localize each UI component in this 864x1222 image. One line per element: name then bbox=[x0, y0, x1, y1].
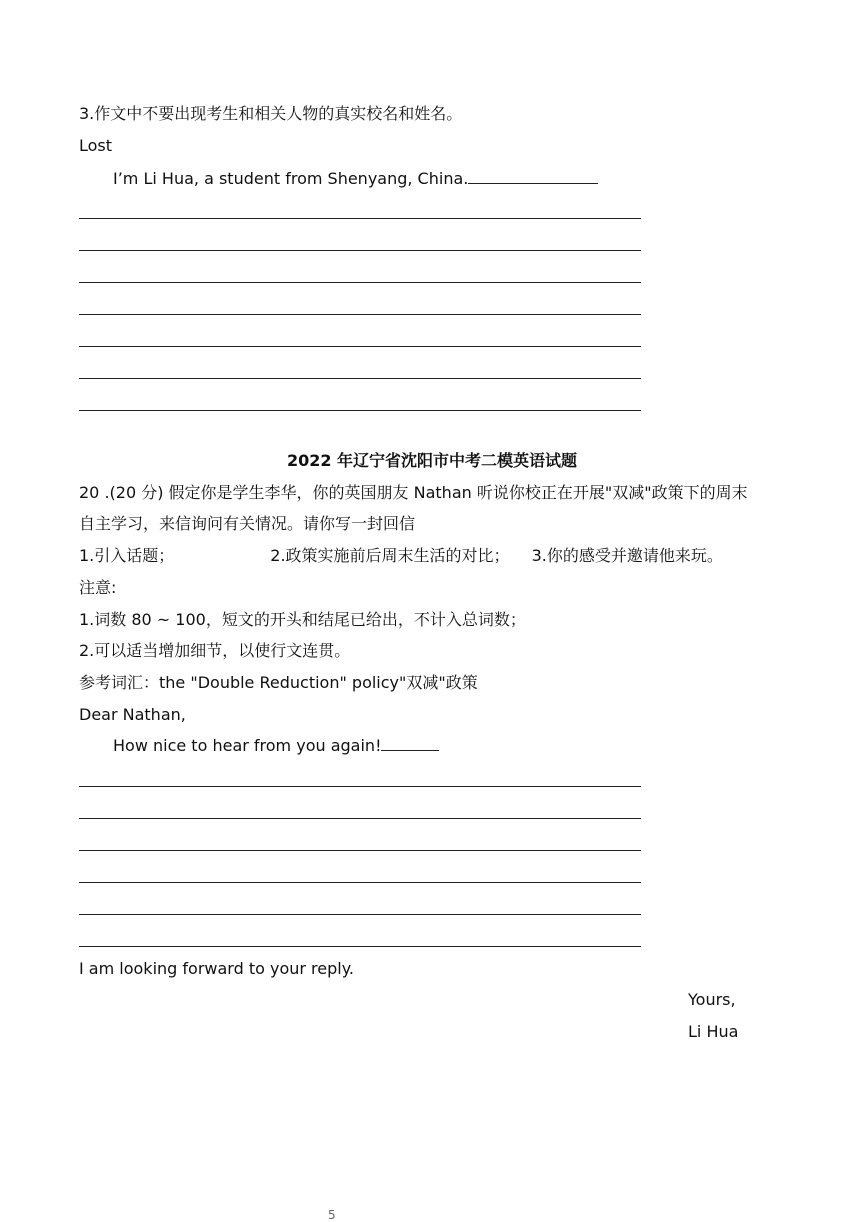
page-number: 5 bbox=[328, 1208, 336, 1222]
exam-title: 2022 年辽宁省沈阳市中考二模英语试题 bbox=[286, 451, 578, 470]
letter-opening-text: How nice to hear from you again! bbox=[113, 736, 382, 755]
answer-line[interactable] bbox=[79, 410, 641, 411]
answer-line[interactable] bbox=[79, 914, 641, 915]
letter-opening-line bbox=[113, 736, 439, 756]
answer-blank[interactable] bbox=[381, 736, 439, 751]
answer-line[interactable] bbox=[79, 378, 641, 379]
reference-vocabulary: 参考词汇：the "Double Reduction" policy"双减"政策 bbox=[79, 673, 478, 692]
answer-line[interactable] bbox=[79, 818, 641, 819]
letter-signoff: Yours, bbox=[688, 990, 736, 1009]
answer-line[interactable] bbox=[79, 218, 641, 219]
answer-line[interactable] bbox=[79, 282, 641, 283]
essay-opening-text: I’m Li Hua, a student from Shenyang, China. bbox=[113, 169, 469, 188]
notice-2: 2.可以适当增加细节，以使行文连贯。 bbox=[79, 641, 351, 660]
point-2: 2.政策实施前后周末生活的对比； bbox=[270, 546, 510, 565]
notice-1: 1.词数 80 ~ 100，短文的开头和结尾已给出，不计入总词数； bbox=[79, 610, 526, 629]
letter-signature: Li Hua bbox=[688, 1022, 739, 1041]
notice-label: 注意: bbox=[79, 578, 117, 597]
letter-greeting: Dear Nathan, bbox=[79, 705, 186, 724]
answer-line[interactable] bbox=[79, 946, 641, 947]
answer-line[interactable] bbox=[79, 786, 641, 787]
point-3: 3.你的感受并邀请他来玩。 bbox=[531, 546, 723, 565]
essay-opening-line bbox=[113, 169, 598, 189]
answer-line[interactable] bbox=[79, 314, 641, 315]
answer-line[interactable] bbox=[79, 882, 641, 883]
content-points bbox=[79, 546, 723, 566]
answer-line[interactable] bbox=[79, 250, 641, 251]
answer-line[interactable] bbox=[79, 850, 641, 851]
essay-title: Lost bbox=[79, 136, 113, 155]
point-1: 1.引入话题； bbox=[79, 546, 175, 565]
answer-blank[interactable] bbox=[468, 169, 598, 184]
answer-line[interactable] bbox=[79, 346, 641, 347]
letter-closing-line: I am looking forward to your reply. bbox=[79, 959, 354, 978]
question-text-line-1: 20 .(20 分) 假定你是学生李华，你的英国朋友 Nathan 听说你校正在开展"双减"政策下的周末 bbox=[79, 483, 748, 502]
question-text-line-2: 自主学习，来信询问有关情况。请你写一封回信 bbox=[79, 514, 416, 533]
instruction-note-3: 3.作文中不要出现考生和相关人物的真实校名和姓名。 bbox=[79, 104, 463, 123]
